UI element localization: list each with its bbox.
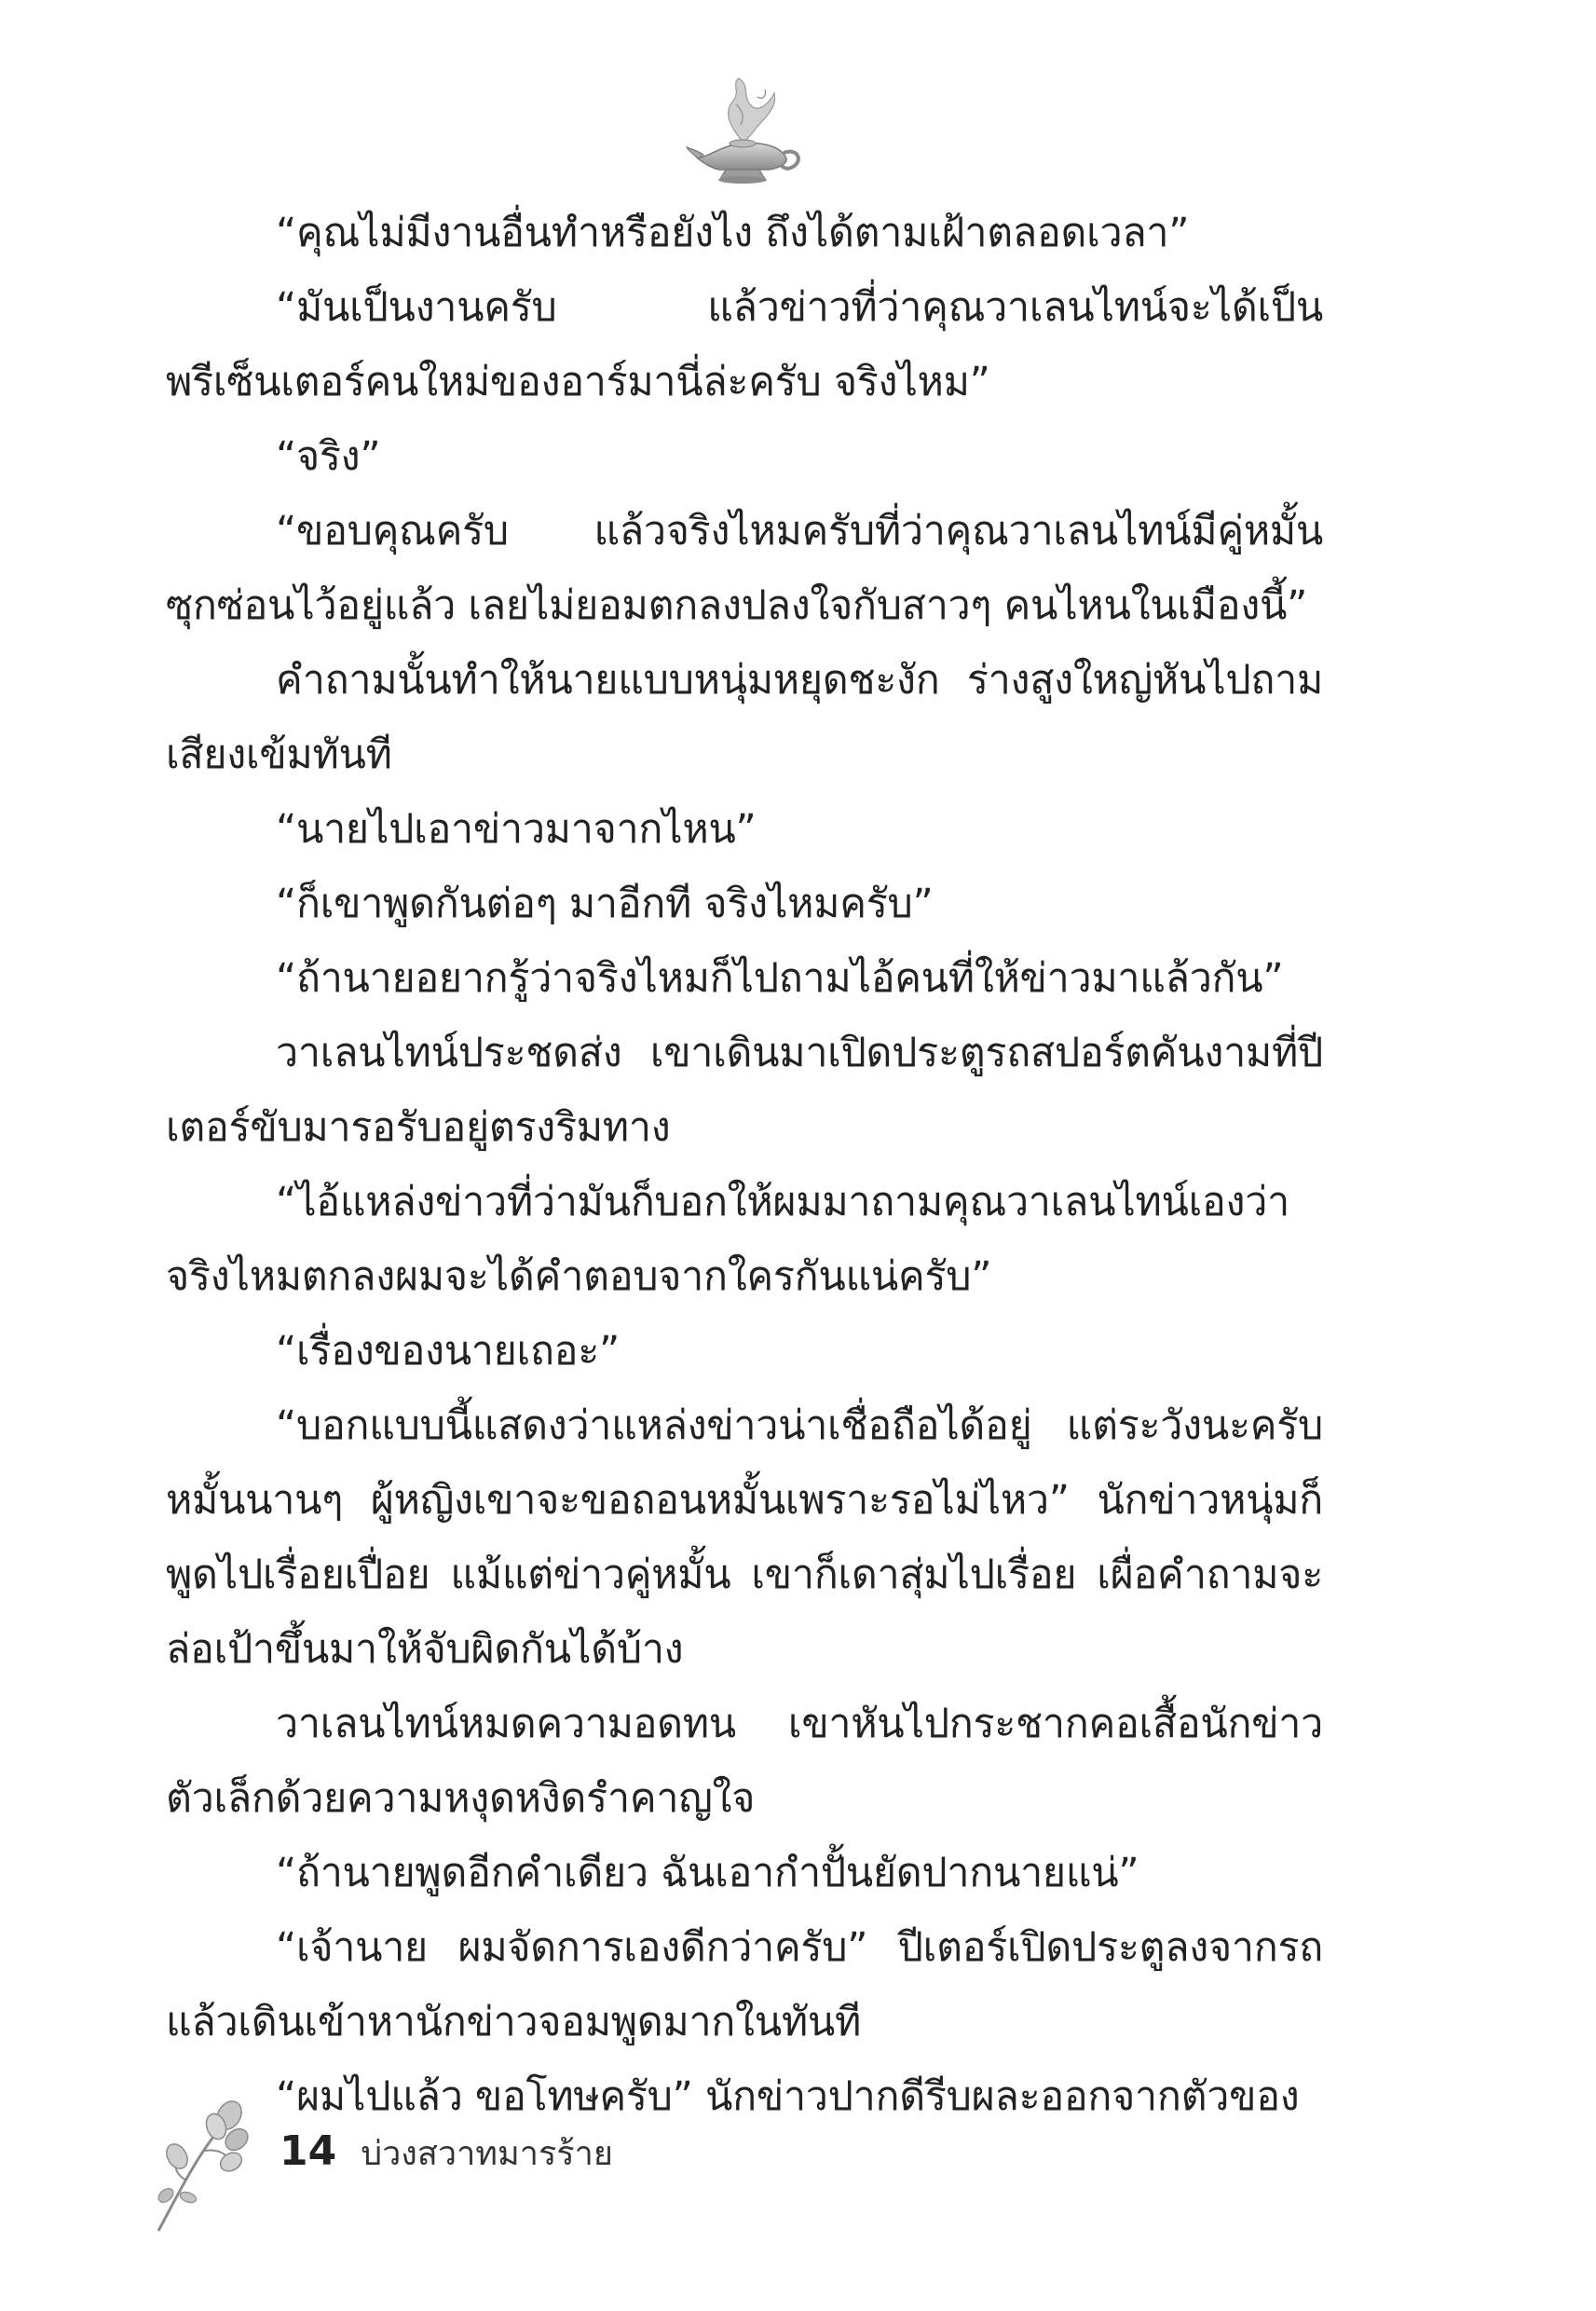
body-text [166, 196, 1323, 2134]
paragraph: “ก็เขาพูดกันต่อๆ มาอีกที จริงไหมครับ” [276, 881, 934, 927]
book-title: บ่วงสวาทมารร้าย [361, 2135, 613, 2173]
paragraph: “บอกแบบนี้แสดงว่าแหล่งข่าวน่าเชื่อถือได้อยู่ แต่ระวังนะครับ หมั้นนานๆ ผู้หญิงเขาจะขอถอนหมั้นเพราะรอไม่ไหว” นักข่าวหนุ่มก็พูดไปเรื่อยเปื่อย แม้แต่ข่าวคู่หมั้น เขาก็เดาสุ่มไปเรื่อย เผื่อคำถามจะล่อเป้าขึ้นมาให้จับผิดกันได้บ้าง [166, 1402, 1323, 1673]
paragraph: คำถามนั้นทำให้นายแบบหนุ่มหยุดชะงัก ร่างสูงใหญ่หันไปถามเสียงเข้มทันที [166, 657, 1323, 778]
paragraph: วาเลนไทน์หมดความอดทน เขาหันไปกระชากคอเสื้อนักข่าวตัวเล็กด้วยความหงุดหงิดรำคาญใจ [166, 1701, 1323, 1822]
page-footer [280, 2126, 613, 2182]
paragraph: “จริง” [276, 433, 381, 480]
flower-sprig-icon [140, 2095, 252, 2235]
paragraph: “ผมไปแล้ว ขอโทษครับ” นักข่าวปากดีรีบผละออกจากตัวของ [276, 2073, 1300, 2120]
paragraph: “ขอบคุณครับ แล้วจริงไหมครับที่ว่าคุณวาเลนไทน์มีคู่หมั้นซุกซ่อนไว้อยู่แล้ว เลยไม่ยอมตกลงปลงใจกับสาวๆ คนไหนในเมืองนี้” [166, 508, 1323, 629]
paragraph: “เรื่องของนายเถอะ” [276, 1328, 620, 1374]
paragraph: “นายไปเอาข่าวมาจากไหน” [276, 806, 757, 853]
paragraph: “ถ้านายอยากรู้ว่าจริงไหมก็ไปถามไอ้คนที่ให้ข่าวมาแล้วกัน” [276, 955, 1284, 1002]
paragraph: “เจ้านาย ผมจัดการเองดีกว่าครับ” ปีเตอร์เปิดประตูลงจากรถแล้วเดินเข้าหานักข่าวจอมพูดมากในทันที [166, 1924, 1323, 2045]
paragraph: “ไอ้แหล่งข่าวที่ว่ามันก็บอกให้ผมมาถามคุณวาเลนไทน์เองว่าจริงไหมตกลงผมจะได้คำตอบจากใครกันแน่ครับ” [166, 1179, 1289, 1300]
page-number: 14 [280, 2127, 337, 2175]
paragraph: “มันเป็นงานครับ แล้วข่าวที่ว่าคุณวาเลนไทน์จะได้เป็นพรีเซ็นเตอร์คนใหม่ของอาร์มานี่ล่ะครับ จริงไหม” [166, 284, 1323, 405]
paragraph: “คุณไม่มีงานอื่นทำหรือยังไง ถึงได้ตามเฝ้าตลอดเวลา” [276, 210, 1190, 256]
genie-lamp-icon [685, 76, 806, 186]
paragraph: วาเลนไทน์ประชดส่ง เขาเดินมาเปิดประตูรถสปอร์ตคันงามที่ปีเตอร์ขับมารอรับอยู่ตรงริมทาง [166, 1030, 1323, 1151]
paragraph: “ถ้านายพูดอีกคำเดียว ฉันเอากำปั้นยัดปากนายแน่” [276, 1850, 1139, 1896]
